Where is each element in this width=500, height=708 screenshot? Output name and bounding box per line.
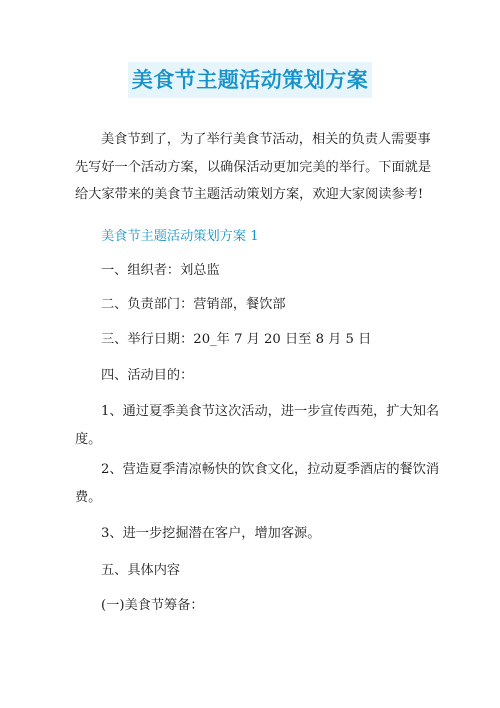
- organizer-line: 一、组织者：刘总监: [101, 263, 220, 278]
- purpose-item-2: [75, 456, 440, 512]
- title-wrapper: [0, 62, 500, 98]
- section-subtitle: 美食节主题活动策划方案 1: [101, 229, 259, 244]
- purpose-item-1-line-2: 度。: [75, 432, 102, 447]
- intro-paragraph: [75, 126, 432, 209]
- purpose-heading: 四、活动目的：: [101, 368, 194, 383]
- purpose-item-1-line-1: 1、通过夏季美食节这次活动，进一步宣传西苑，扩大知名: [101, 404, 440, 419]
- content-heading: 五、具体内容: [101, 563, 181, 578]
- department-line: 二、负责部门：营销部，餐饮部: [101, 297, 286, 312]
- date-line: 三、举行日期：20_年 7 月 20 日至 8 月 5 日: [101, 332, 372, 347]
- purpose-item-3: 3、进一步挖掘潜在客户，增加客源。: [101, 526, 321, 541]
- intro-line: 给大家带来的美食节主题活动策划方案，欢迎大家阅读参考!: [75, 187, 424, 202]
- intro-line: 先写好一个活动方案，以确保活动更加完美的举行。下面就是: [75, 159, 432, 175]
- intro-line: 美食节到了，为了举行美食节活动，相关的负责人需要事: [101, 132, 431, 147]
- purpose-item-2-line-2: 费。: [75, 490, 102, 505]
- prep-heading: (一)美食节筹备：: [101, 598, 204, 613]
- purpose-item-1: [75, 398, 440, 454]
- document-title: 美食节主题活动策划方案: [128, 62, 373, 98]
- purpose-item-2-line-1: 2、营造夏季清凉畅快的饮食文化，拉动夏季酒店的餐饮消: [101, 462, 440, 477]
